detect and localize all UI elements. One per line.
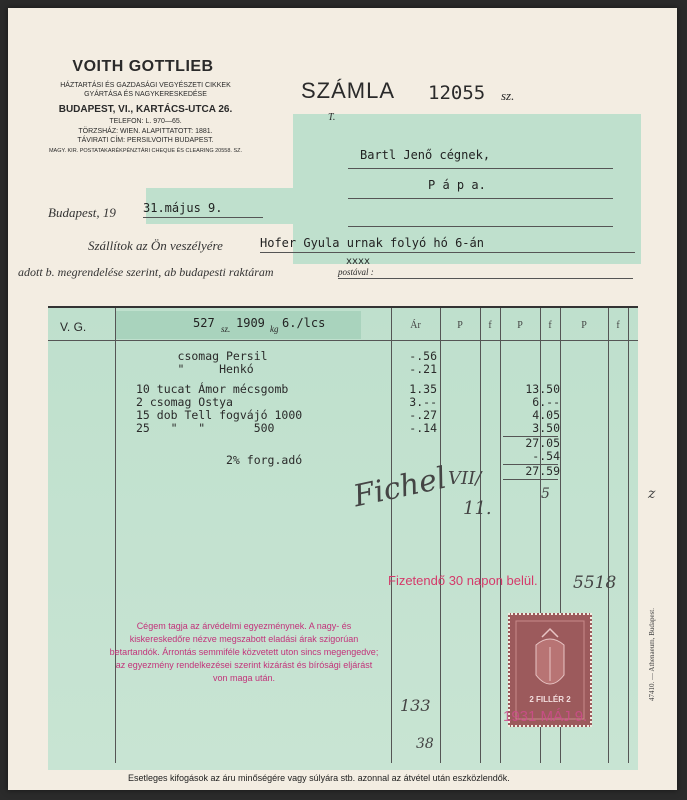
shipping-text: Hofer Gyula urnak folyó hó 6-án [260, 236, 484, 250]
invoice-date: 31.május 9. [143, 201, 223, 215]
item-desc: " Henkó [136, 362, 254, 376]
revenue-stamp-value: 2 FILLÉR 2 [529, 695, 571, 704]
vg-label: V. G. [60, 320, 87, 334]
company-line1: HÁZTARTÁSI ÉS GAZDASÁGI VEGYÉSZETI CIKKEK [60, 82, 231, 89]
item-unit: -.14 [409, 421, 437, 435]
invoice-paper [8, 8, 677, 790]
item-total: 13.50 [525, 382, 560, 396]
col-p1: P [457, 320, 463, 331]
item-unit: -.27 [409, 408, 437, 422]
invoice-number: 12055 [428, 82, 486, 104]
col-f1: f [488, 320, 492, 331]
col-p3: P [581, 320, 587, 331]
hand-mark-z: z [648, 486, 656, 502]
shipping-label: Szállítok az Ön veszélyére [88, 238, 223, 253]
signature: Fichel [350, 460, 450, 515]
printer-mark: 47410. — Athenaeum, Budapest. [648, 608, 656, 701]
col-f3: f [616, 320, 620, 331]
grand-total: 27.59 [525, 464, 560, 478]
hand-code: 5518 [573, 573, 617, 593]
hand-mark-vii: VII/ [448, 468, 482, 489]
item-desc: 25 " " 500 [136, 421, 275, 435]
hand-number-133: 133 [400, 696, 431, 715]
order-label: adott b. megrendelése szerint, ab budapesti raktáram [18, 265, 274, 279]
price-agreement-notice: Cégem tagja az árvédelmi egyezménynek. A nagy- és kiskereskedőre nézve megszabott eladási árak szigorúan betartandók. Árrontás semmiféle közvetett uton sincs megengedve; az egyezmény rendelkezései szerint kizárást és bírósági eljárást von maga után. [109, 621, 379, 683]
weight: 1909 [236, 316, 265, 330]
tax-label: 2% forg.adó [136, 453, 303, 467]
item-desc: csomag Persil [136, 349, 268, 363]
item-unit: 3.-- [409, 395, 437, 409]
item-desc: 2 csomag Ostya [136, 395, 233, 409]
company-telegram: TÁVIRATI CÍM: PERSILVOITH BUDAPEST. [77, 137, 214, 144]
t-label: T. [328, 112, 336, 123]
item-unit: -.21 [409, 362, 437, 376]
item-unit: -.56 [409, 349, 437, 363]
place-label: Budapest, 19 [48, 205, 116, 220]
subtotal: 27.05 [525, 436, 560, 450]
hand-mark-5: 5 [541, 486, 550, 502]
recipient-name: Bartl Jenő cégnek, [360, 148, 491, 162]
company-hq: TÖRZSHÁZ: WIEN. ALAPITTATOTT: 1881. [78, 128, 213, 135]
item-unit: 1.35 [409, 382, 437, 396]
company-line2: GYÁRTÁSA ÉS NAGYKERESKEDÉSE [84, 91, 207, 98]
ref-number: 527 [193, 316, 215, 330]
col-ar: Ár [410, 320, 421, 331]
kg-label: kg [270, 324, 279, 334]
tax-amount: -.54 [532, 449, 560, 463]
company-bank: MAGY. KIR. POSTATAKARÉKPÉNZTÁRI CHEQUE ÉS CLEARING 20558. SZ. [48, 148, 243, 154]
ref-sz: sz. [221, 324, 231, 334]
col-p2: P [517, 320, 523, 331]
item-desc: 10 tucat Ámor mécsgomb [136, 382, 289, 396]
payment-terms-stamp: Fizetendő 30 napon belül. [388, 573, 538, 588]
postaval-label: postával : [338, 267, 374, 277]
company-phone: TELEFON: L. 970—65. [109, 118, 182, 125]
hand-mark-11: 11. [463, 498, 492, 519]
recipient-city: P á p a. [428, 178, 486, 192]
pcs: 6./lcs [282, 316, 326, 330]
invoice-number-suffix: sz. [501, 88, 515, 103]
invoice-title: SZÁMLA [301, 78, 396, 103]
hand-number-38: 38 [416, 736, 434, 752]
footer-note: Esetleges kifogások az áru minőségére vagy súlyára stb. azonnal az átvétel után eszközlendők. [128, 773, 510, 783]
item-total: 6.-- [532, 395, 560, 409]
shipping-method: xxxx [346, 256, 371, 267]
item-total: 4.05 [532, 408, 560, 422]
date-stamp: 1931 MÁJ 9. [503, 708, 588, 725]
company-address: BUDAPEST, VI., KARTÁCS-UTCA 26. [58, 104, 233, 115]
item-desc: 15 dob Tell fogvájó 1000 [136, 408, 303, 422]
item-total: 3.50 [532, 421, 560, 435]
col-f2: f [548, 320, 552, 331]
company-name: VOITH GOTTLIEB [72, 58, 214, 75]
